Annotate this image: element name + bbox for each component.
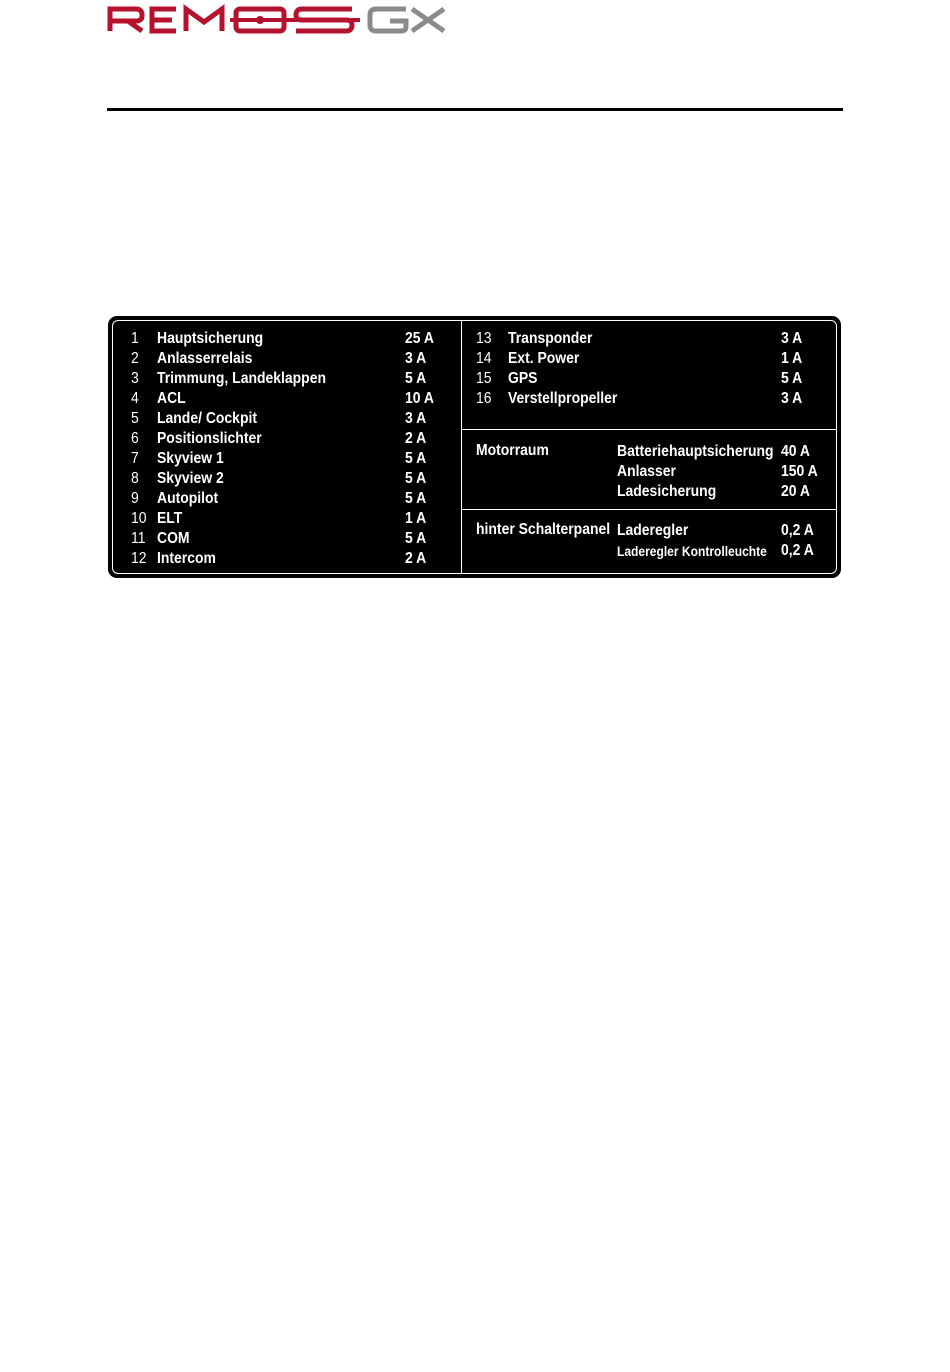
fuse-number: 5 (131, 410, 139, 427)
fuse-number: 6 (131, 430, 139, 447)
fuse-amps: 1 A (781, 350, 803, 367)
fuse-number: 8 (131, 470, 139, 487)
schalterpanel-item-name: Laderegler Kontrolleuchte (617, 543, 767, 559)
fuse-amps: 10 A (405, 390, 434, 407)
fuse-name: Trimmung, Landeklappen (157, 370, 326, 387)
fuse-amps: 5 A (405, 450, 427, 467)
fuse-name: Lande/ Cockpit (157, 410, 257, 427)
fuse-placard (108, 316, 841, 578)
motorraum-item-name: Anlasser (617, 463, 676, 480)
fuse-name: COM (157, 530, 190, 547)
motorraum-item-name: Batteriehauptsicherung (617, 443, 774, 460)
fuse-name: Intercom (157, 550, 216, 567)
remos-gx-logo (106, 4, 451, 34)
motorraum-item-name: Ladesicherung (617, 483, 717, 500)
fuse-number: 10 (131, 510, 147, 527)
fuse-number: 1 (131, 330, 139, 347)
fuse-name: Anlasserrelais (157, 350, 253, 367)
fuse-amps: 2 A (405, 430, 427, 447)
fuse-amps: 3 A (781, 390, 803, 407)
fuse-number: 9 (131, 490, 139, 507)
fuse-name: Skyview 1 (157, 450, 224, 467)
fuse-name: Hauptsicherung (157, 330, 264, 347)
fuse-number: 7 (131, 450, 139, 467)
fuse-name: Ext. Power (508, 350, 580, 367)
column-divider (461, 321, 462, 573)
fuse-name: GPS (508, 370, 538, 387)
motorraum-item-amps: 150 A (781, 463, 818, 480)
schalterpanel-item-name: Laderegler (617, 522, 689, 539)
fuse-number: 2 (131, 350, 139, 367)
schalterpanel-item-amps: 0,2 A (781, 522, 814, 539)
section-divider-motorraum (461, 429, 836, 430)
motorraum-item-amps: 40 A (781, 443, 810, 460)
fuse-amps: 1 A (405, 510, 427, 527)
fuse-name: Positionslichter (157, 430, 262, 447)
fuse-amps: 25 A (405, 330, 434, 347)
motorraum-label: Motorraum (476, 442, 549, 459)
schalterpanel-item-amps: 0,2 A (781, 542, 814, 559)
fuse-placard-frame (112, 320, 837, 574)
schalterpanel-label: hinter Schalterpanel (476, 521, 611, 538)
fuse-amps: 3 A (405, 350, 427, 367)
fuse-name: Transponder (508, 330, 593, 347)
fuse-name: Skyview 2 (157, 470, 224, 487)
section-divider-schalterpanel (461, 509, 836, 510)
fuse-number: 13 (476, 330, 492, 347)
fuse-number: 3 (131, 370, 139, 387)
fuse-amps: 5 A (781, 370, 803, 387)
fuse-name: ACL (157, 390, 186, 407)
fuse-number: 14 (476, 350, 492, 367)
fuse-amps: 3 A (405, 410, 427, 427)
fuse-number: 12 (131, 550, 147, 567)
fuse-amps: 5 A (405, 370, 427, 387)
header-rule (107, 108, 843, 111)
fuse-amps: 2 A (405, 550, 427, 567)
fuse-name: Autopilot (157, 490, 219, 507)
fuse-amps: 5 A (405, 490, 427, 507)
fuse-number: 15 (476, 370, 492, 387)
fuse-number: 11 (131, 530, 146, 547)
fuse-amps: 5 A (405, 530, 427, 547)
fuse-name: Verstellpropeller (508, 390, 618, 407)
motorraum-item-amps: 20 A (781, 483, 810, 500)
fuse-name: ELT (157, 510, 183, 527)
fuse-number: 4 (131, 390, 139, 407)
fuse-number: 16 (476, 390, 492, 407)
fuse-amps: 5 A (405, 470, 427, 487)
fuse-amps: 3 A (781, 330, 803, 347)
